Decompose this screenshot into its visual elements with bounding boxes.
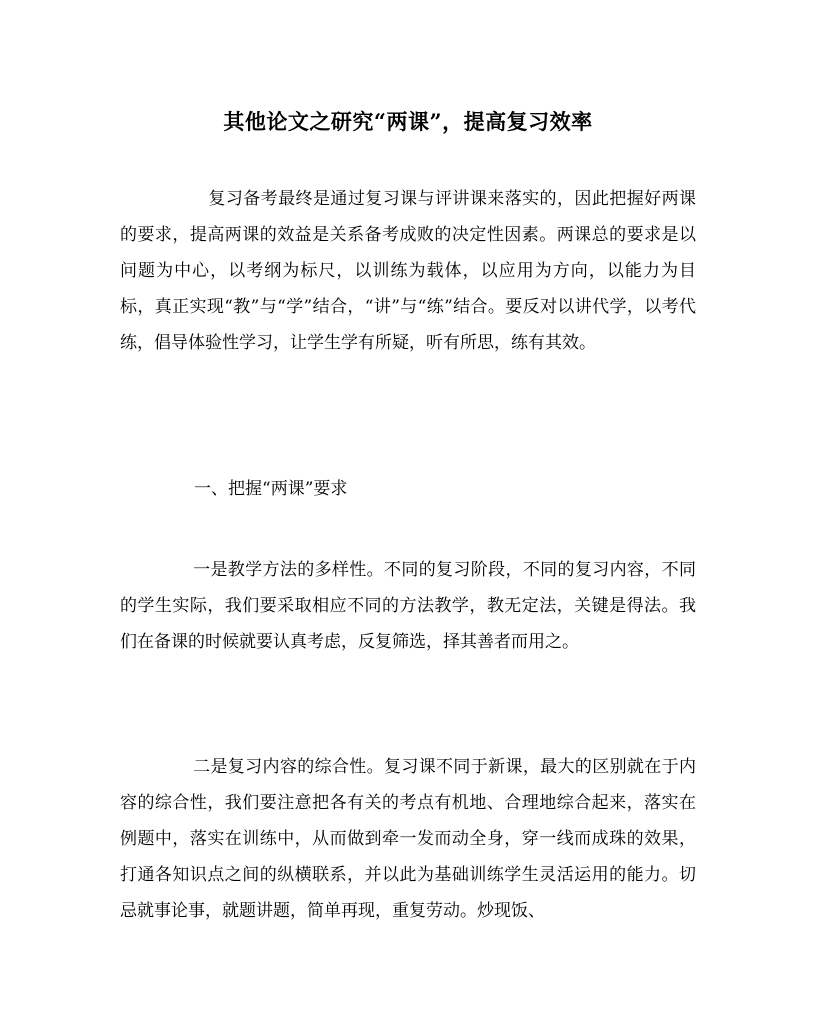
section-heading: 一、把握“两课”要求 <box>194 479 348 499</box>
document-title: 其他论文之研究“两课”，提高复习效率 <box>223 109 593 134</box>
body-paragraph-1: 一是教学方法的多样性。不同的复习阶段，不同的复习内容，不同的学生实际，我们要采取相应不同的方法教学，教无定法，关键是得法。我们在备课的时候就要认真考虑，反复筛选，择其善者而用之。 <box>120 560 696 652</box>
body-paragraph-2: 二是复习内容的综合性。复习课不同于新课，最大的区别就在于内容的综合性，我们要注意把各有关的考点有机地、合理地综合起来，落实在例题中，落实在训练中，从而做到牵一发而动全身，穿一线而成珠的效果，打通各知识点之间的纵横联系，并以此为基础训练学生灵活运用的能力。切忌就事论事，就题讲题，简单再现，重复劳动。炒现饭、 <box>120 757 696 921</box>
intro-paragraph: 复习备考最终是通过复习课与评讲课来落实的，因此把握好两课的要求，提高两课的效益是关系备考成败的决定性因素。两课总的要求是以问题为中心，以考纲为标尺，以训练为载体，以应用为方向，以能力为目标，真正实现“教”与“学”结合，“讲”与“练”结合。要反对以讲代学，以考代练，倡导体验性学习，让学生学有所疑，听有所思，练有其效。 <box>120 189 696 353</box>
